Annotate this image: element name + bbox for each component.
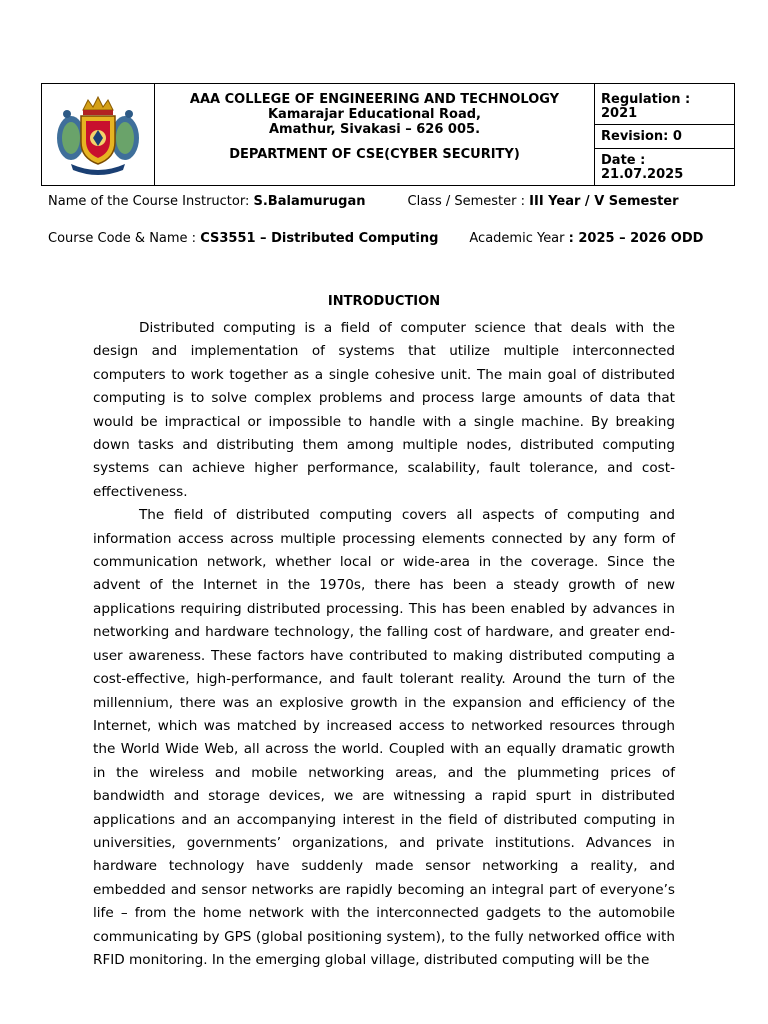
date-block (595, 149, 734, 185)
document-meta-cell (595, 84, 734, 185)
revision: Revision: 0 (595, 125, 734, 149)
college-info-cell (155, 84, 595, 185)
college-logo-cell (42, 84, 155, 185)
class-label: Class / Semester : (407, 194, 530, 209)
course-year-line (48, 231, 738, 246)
date-value: 21.07.2025 (601, 167, 684, 182)
date-label: Date : (601, 153, 646, 168)
course-value: CS3551 – Distributed Computing (200, 231, 439, 246)
header-table (41, 83, 735, 186)
instructor-name: S.Balamurugan (253, 194, 366, 209)
year-value: : 2025 – 2026 ODD (568, 231, 704, 246)
body-text (93, 317, 675, 972)
instructor-class-line (48, 194, 738, 209)
college-crest-icon (53, 92, 143, 178)
year-label: Academic Year (469, 231, 569, 246)
section-title: INTRODUCTION (327, 294, 441, 309)
class-value: III Year / V Semester (529, 194, 679, 209)
college-address-line2: Amathur, Sivakasi – 626 005. (268, 122, 481, 137)
course-label: Course Code & Name : (48, 231, 201, 246)
paragraph: Distributed computing is a field of computer science that deals with the design and implementation of systems that utilize multiple interconnected computers to work together as a single cohesive unit. The main goal of distributed computing is to solve complex problems and process large amounts of data that would be impractical or impossible to handle with a single machine. By breaking down tasks and distributing them among multiple nodes, distributed computing systems can achieve higher performance, scalability, fault tolerance, and cost-effectiveness. (93, 320, 675, 500)
regulation: Regulation : 2021 (595, 84, 734, 125)
instructor-label: Name of the Course Instructor: (48, 194, 254, 209)
college-address-line1: Kamarajar Educational Road, (267, 107, 481, 122)
department-name: DEPARTMENT OF CSE(CYBER SECURITY) (229, 147, 520, 162)
paragraph: The field of distributed computing covers all aspects of computing and information access across multiple processing elements connected by any form of communication network, whether local or wide-area in the coverage. Since the advent of the Internet in the 1970s, there has been a steady growth of new applications requiring distributed processing. This has been enabled by advances in networking and hardware technology, the falling cost of hardware, and greater end-user awareness. These factors have contributed to making distributed computing a cost-effective, high-performance, and fault tolerant reality. Around the turn of the millennium, there was an explosive growth in the expansion and efficiency of the Internet, which was matched by increased access to networked resources through the World Wide Web, all across the world. Coupled with an equally dramatic growth in the wireless and mobile networking areas, and the plummeting prices of bandwidth and storage devices, we are witnessing a rapid spurt in distributed applications and an accompanying interest in the field of distributed computing in universities, governments’ organizations, and private institutions. Advances in hardware technology have suddenly made sensor networking a reality, and embedded and sensor networks are rapidly becoming an integral part of everyone’s life – from the home network with the interconnected gadgets to the automobile communicating by GPS (global positioning system), to the fully networked office with RFID monitoring. In the emerging global village, distributed computing will be the (93, 507, 675, 968)
college-name: AAA COLLEGE OF ENGINEERING AND TECHNOLOGY (189, 92, 560, 107)
